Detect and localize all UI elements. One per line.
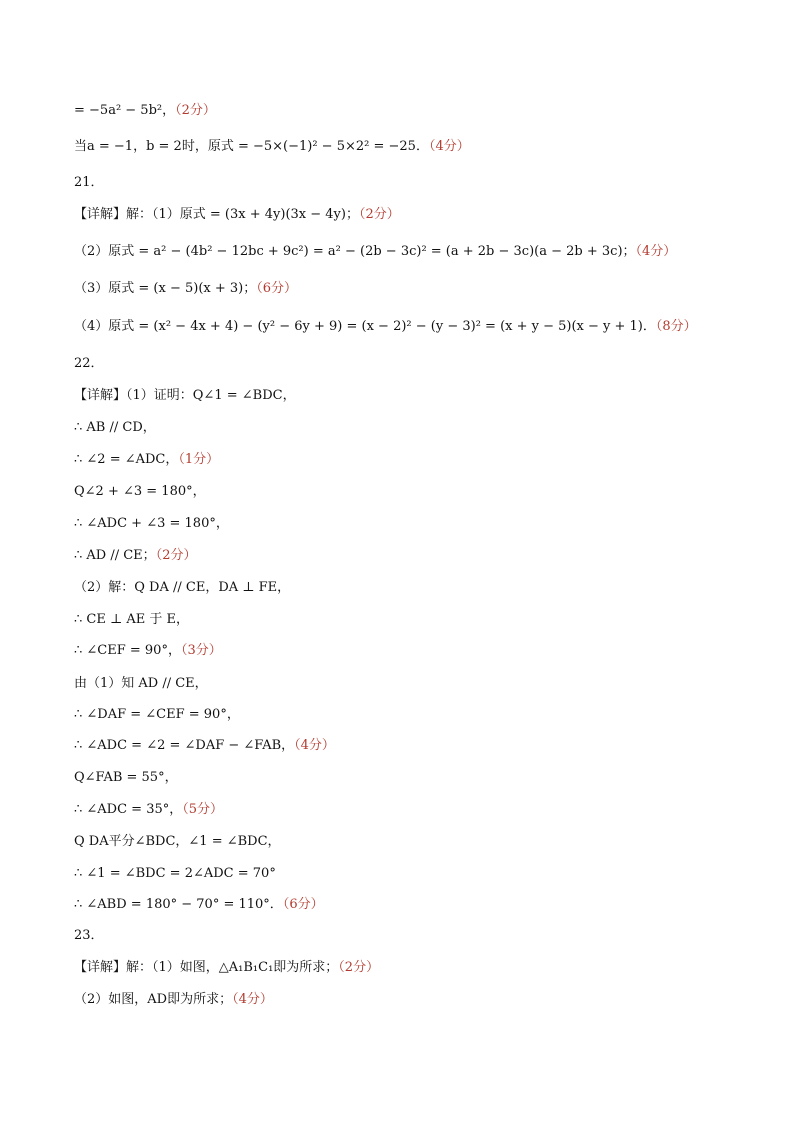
score-mark: （6分） [282,897,324,912]
answer-line [74,706,754,724]
line-text: 【详解】解：（1）如图，△A₁B₁C₁即为所求； [74,960,339,975]
line-text: 【详解】（1）证明：Q∠1 = ∠BDC， [74,388,296,403]
score-mark: （4分） [294,738,335,753]
answer-line [74,579,754,597]
score-mark: （2分） [338,960,380,975]
line-text: 23． [74,928,104,943]
answer-line [74,243,754,261]
answer-line [74,515,754,533]
answer-line [74,801,754,819]
line-text: （2）如图，AD即为所求； [74,992,233,1007]
answer-line [74,451,754,469]
line-text: ∴ ∠DAF = ∠CEF = 90°， [74,707,240,722]
line-text: 由（1）知 AD // CE， [74,676,208,691]
answer-line [74,611,754,629]
answer-line [74,280,754,298]
line-text: Q∠2 + ∠3 = 180°， [74,484,206,499]
question-number [74,174,754,192]
line-text: 【详解】解：（1）原式 = (3x + 4y)(3x − 4y)； [74,207,359,222]
line-text: ∴ ∠ADC = ∠2 = ∠DAF − ∠FAB， [74,738,295,753]
answer-line [74,769,754,787]
score-mark: （3分） [180,643,222,658]
answer-line [74,865,754,883]
answer-line [74,737,754,755]
answer-line [74,387,754,405]
line-text: 当a = −1，b = 2时，原式 = −5×(−1)² − 5×2² = −25． [74,139,429,154]
line-text: （3）原式 = (x − 5)(x + 3)； [74,281,257,296]
score-mark: （2分） [155,548,197,563]
score-mark: （5分） [182,802,224,817]
line-text: ∴ ∠ABD = 180° − 70° = 110°． [74,897,283,912]
line-text: （4）原式 = (x² − 4x + 4) − (y² − 6y + 9) = (x − 2)² − (y − 3)² = (x + y − 5)(x − y + 1)． [74,319,656,334]
score-mark: （6分） [256,281,298,296]
answer-line [74,991,754,1009]
score-mark: （4分） [428,139,470,154]
answer-line [74,318,754,336]
question-number [74,927,754,945]
line-text: Q∠FAB = 55°， [74,770,178,785]
line-text: ∴ ∠1 = ∠BDC = 2∠ADC = 70° [74,866,276,881]
answer-line [74,959,754,977]
line-text: = −5a² − 5b²， [74,103,176,118]
question-number [74,355,754,373]
answer-line [74,675,754,693]
line-text: （2）解：Q DA // CE，DA ⊥ FE， [74,580,291,595]
line-text: ∴ ∠CEF = 90°， [74,643,181,658]
line-text: 21． [74,175,104,190]
answer-line [74,547,754,565]
answer-line [74,138,754,156]
score-mark: （2分） [358,207,400,222]
score-mark: （4分） [635,244,677,259]
line-text: ∴ ∠2 = ∠ADC， [74,452,179,467]
score-mark: （1分） [178,452,220,467]
line-text: Q DA平分∠BDC，∠1 = ∠BDC， [74,834,281,849]
answer-line [74,206,754,224]
line-text: 22． [74,356,104,371]
score-mark: （8分） [655,319,697,334]
answer-line [74,483,754,501]
answer-line [74,896,754,914]
line-text: ∴ ∠ADC = 35°， [74,802,183,817]
line-text: ∴ CE ⊥ AE 于 E， [74,612,189,627]
line-text: （2）原式 = a² − (4b² − 12bc + 9c²) = a² − (2b − 3c)² = (a + 2b − 3c)(a − 2b + 3c)； [74,244,636,259]
score-mark: （2分） [175,103,216,118]
answer-line [74,419,754,437]
line-text: ∴ AD // CE； [74,548,156,563]
answer-line [74,102,754,120]
line-text: ∴ ∠ADC + ∠3 = 180°， [74,516,229,531]
line-text: ∴ AB // CD， [74,420,156,435]
answer-line [74,642,754,660]
answer-line [74,833,754,851]
score-mark: （4分） [232,992,273,1007]
